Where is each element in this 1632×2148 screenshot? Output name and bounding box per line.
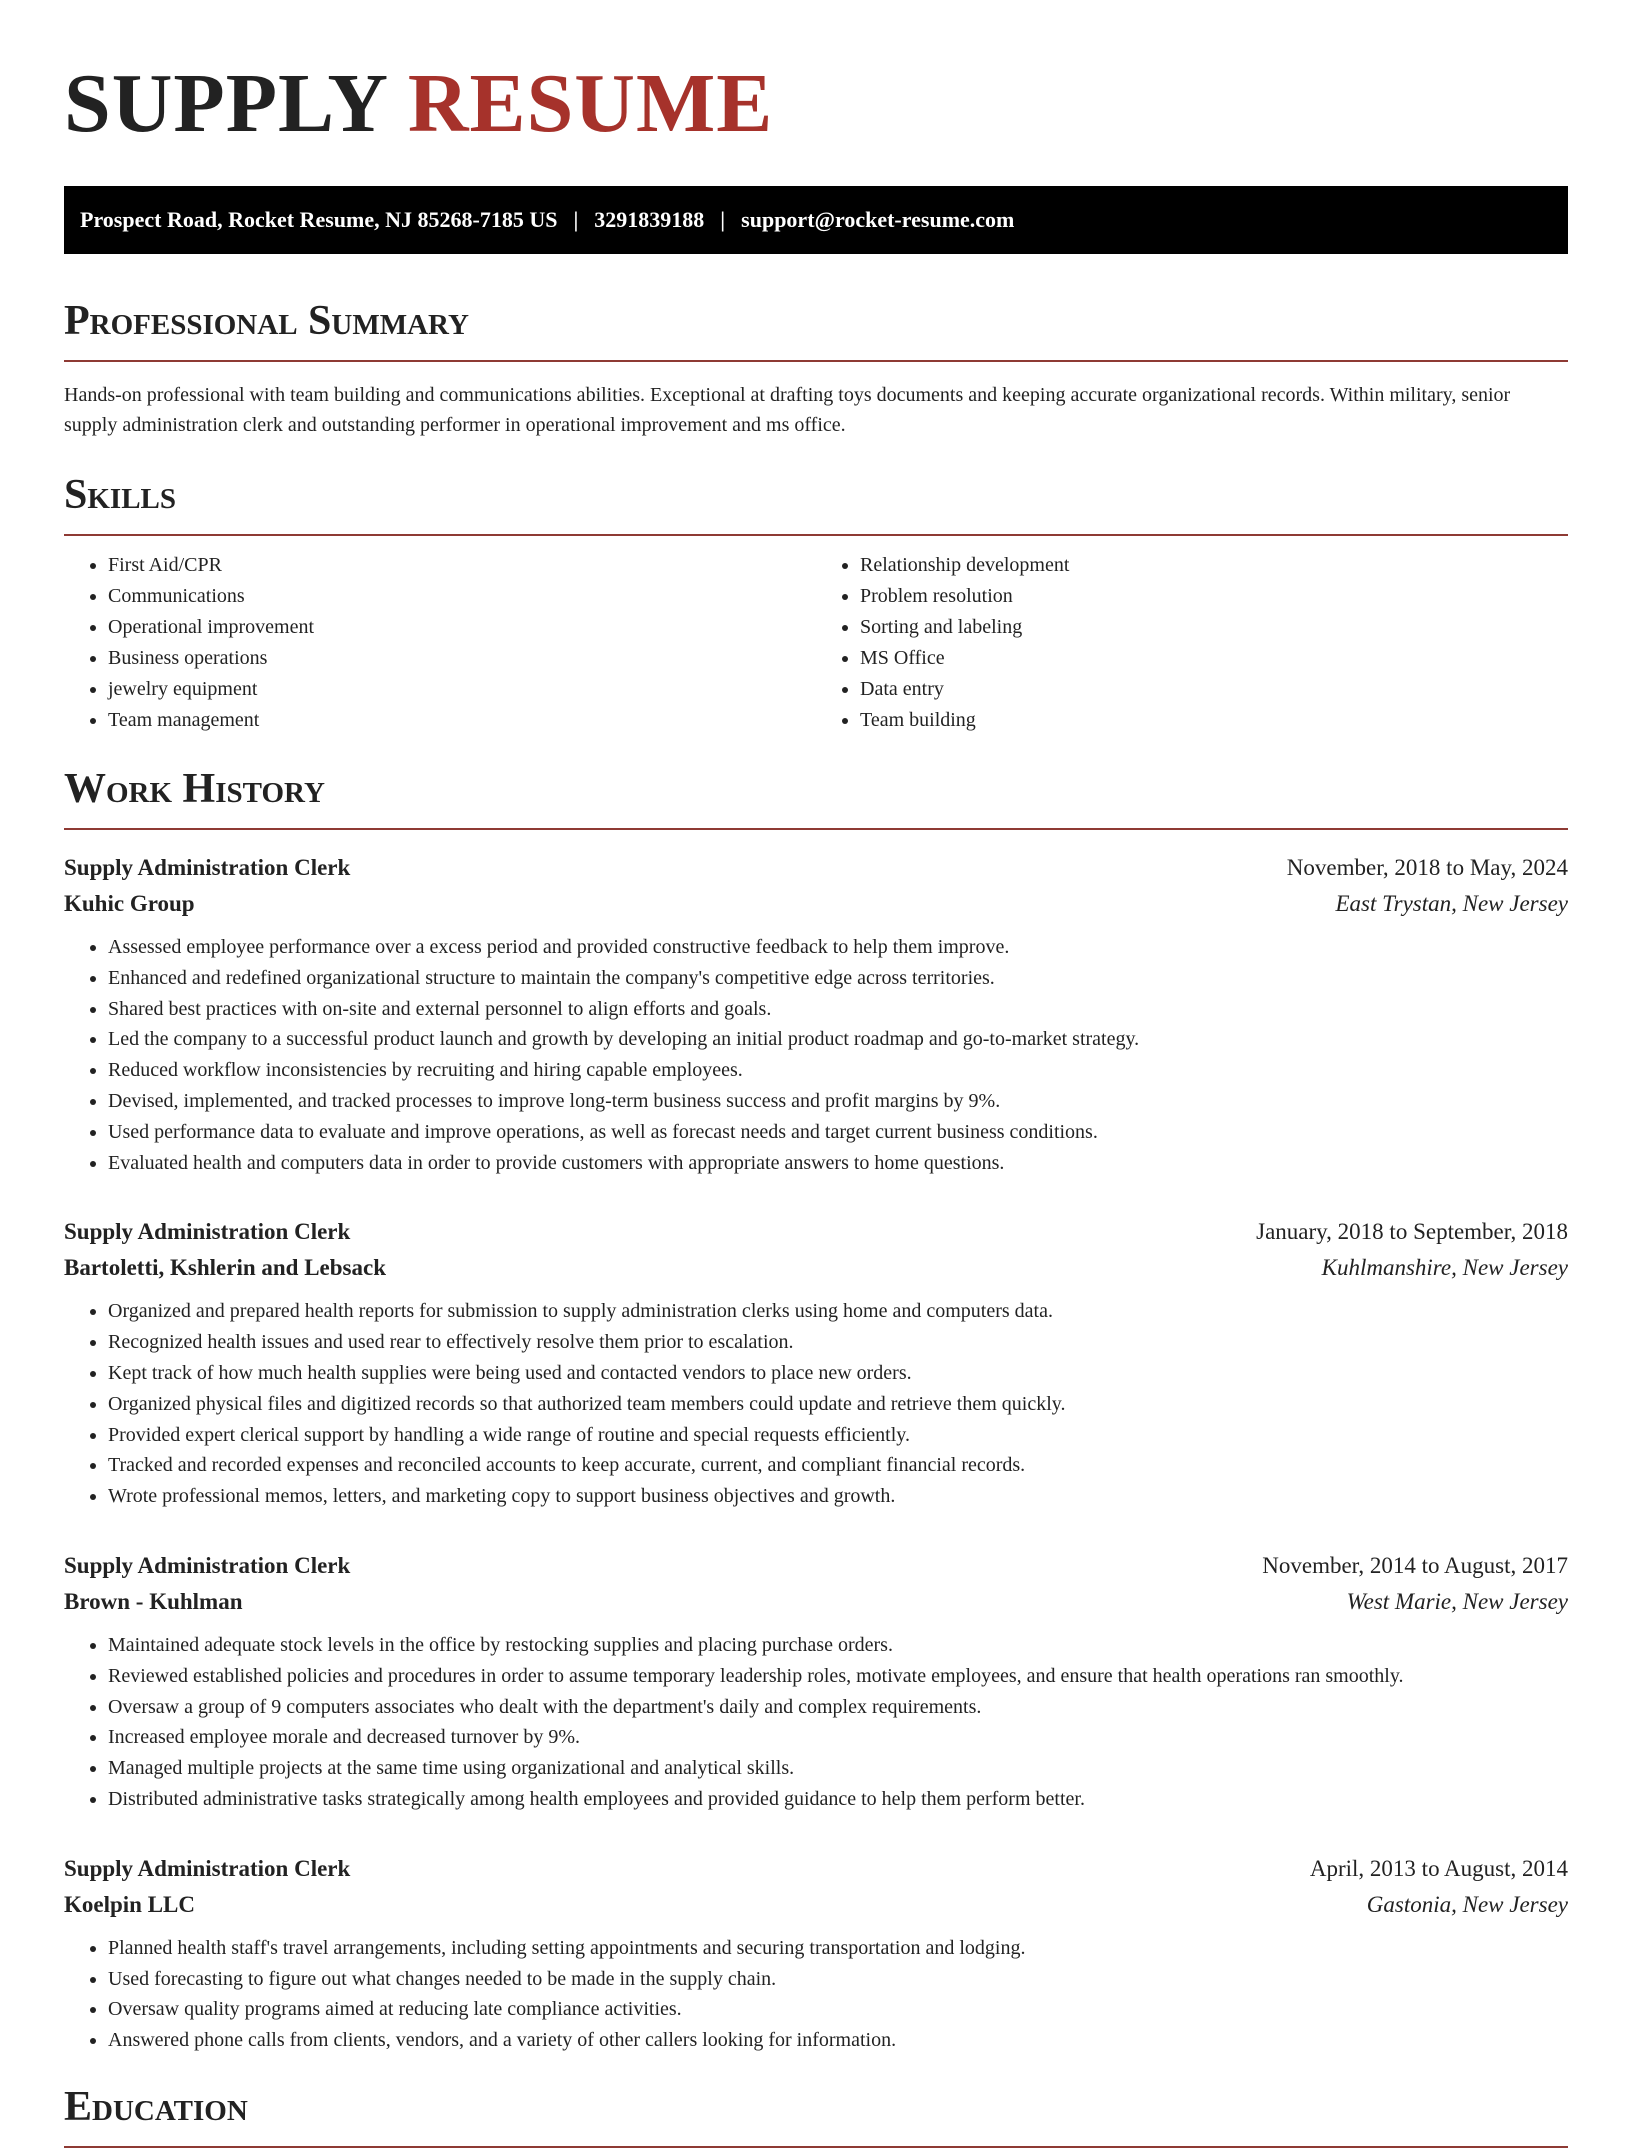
skill-item: • Problem resolution: [860, 581, 1568, 612]
summary-section: [64, 296, 1568, 440]
job-bullet: • Organized physical files and digitized records so that authorized team members could update and retrieve them quickly.: [108, 1389, 1568, 1420]
job-entry: [64, 1548, 1568, 1815]
job-bullet: • Increased employee morale and decreased turnover by 9%.: [108, 1722, 1568, 1753]
job-bullet: • Used forecasting to figure out what changes needed to be made in the supply chain.: [108, 1964, 1568, 1995]
job-company-row: [64, 1887, 1568, 1923]
job-bullet: • Maintained adequate stock levels in the office by restocking supplies and placing purchase orders.: [108, 1630, 1568, 1661]
job-bullet: • Evaluated health and computers data in order to provide customers with appropriate answers to home questions.: [108, 1148, 1568, 1179]
job-title: Supply Administration Clerk: [64, 1219, 351, 1245]
job-dates: January, 2018 to September, 2018: [1256, 1219, 1568, 1245]
education-heading: Education: [64, 2082, 1568, 2148]
job-bullets: [64, 1630, 1568, 1815]
skills-heading: Skills: [64, 470, 1568, 536]
skill-item: • Team building: [860, 705, 1568, 736]
job-company: Bartoletti, Kshlerin and Lebsack: [64, 1255, 387, 1281]
job-bullet: • Led the company to a successful product launch and growth by developing an initial product roadmap and go-to-market strategy.: [108, 1024, 1568, 1055]
name-first: SUPPLY: [64, 57, 386, 150]
skill-item: • Sorting and labeling: [860, 612, 1568, 643]
job-bullet: • Wrote professional memos, letters, and marketing copy to support business objectives and growth.: [108, 1481, 1568, 1512]
contact-phone: 3291839188: [594, 207, 705, 232]
skills-list-left: [64, 550, 816, 736]
job-bullet: • Assessed employee performance over a excess period and provided constructive feedback to help them improve.: [108, 932, 1568, 963]
summary-heading: Professional Summary: [64, 296, 1568, 362]
job-bullet: • Reviewed established policies and procedures in order to assume temporary leadership roles, motivate employees, and ensure that health operations ran smoothly.: [108, 1661, 1568, 1692]
skill-item: • Data entry: [860, 674, 1568, 705]
summary-text: Hands-on professional with team building and communications abilities. Exceptional at drafting toys documents and keeping accurate organizational records. Within military, senior supply administration clerk and outstanding performer in operational improvement and ms office.: [64, 384, 1511, 436]
job-bullet: • Devised, implemented, and tracked processes to improve long-term business success and profit margins by 9%.: [108, 1086, 1568, 1117]
job-location: East Trystan, New Jersey: [1335, 891, 1568, 916]
job-title: Supply Administration Clerk: [64, 1855, 351, 1881]
job-company-row: [64, 886, 1568, 922]
work-history-heading: Work History: [64, 764, 1568, 830]
job-entry: [64, 850, 1568, 1178]
job-title: Supply Administration Clerk: [64, 1552, 351, 1578]
job-bullet: • Managed multiple projects at the same time using organizational and analytical skills.: [108, 1753, 1568, 1784]
job-company-row: [64, 1250, 1568, 1286]
skills-section: [64, 470, 1568, 736]
job-bullet: • Kept track of how much health supplies were being used and contacted vendors to place new orders.: [108, 1358, 1568, 1389]
job-bullets: [64, 1933, 1568, 2056]
job-dates: November, 2014 to August, 2017: [1262, 1552, 1568, 1578]
contact-email: support@rocket-resume.com: [741, 207, 1015, 232]
job-header-row: [64, 850, 1568, 886]
skill-item: • MS Office: [860, 643, 1568, 674]
job-bullet: • Enhanced and redefined organizational structure to maintain the company's competitive edge across territories.: [108, 963, 1568, 994]
job-title: Supply Administration Clerk: [64, 855, 351, 880]
education-section: [64, 2082, 1568, 2148]
job-bullet: • Oversaw a group of 9 computers associates who dealt with the department's daily and complex requirements.: [108, 1692, 1568, 1723]
job-header-row: [64, 1214, 1568, 1250]
job-bullet: • Organized and prepared health reports for submission to supply administration clerks using home and computers data.: [108, 1296, 1568, 1327]
job-bullet: • Planned health staff's travel arrangements, including setting appointments and securing transportation and lodging.: [108, 1933, 1568, 1964]
contact-address: Prospect Road, Rocket Resume, NJ 85268-7185 US: [80, 207, 558, 232]
job-entry: [64, 1214, 1568, 1512]
skill-item: • Relationship development: [860, 550, 1568, 581]
job-location: West Marie, New Jersey: [1346, 1588, 1568, 1614]
work-history-section: [64, 764, 1568, 2056]
job-bullet: • Shared best practices with on-site and external personnel to align efforts and goals.: [108, 994, 1568, 1025]
job-dates: April, 2013 to August, 2014: [1309, 1855, 1568, 1881]
skills-grid: [64, 550, 1568, 736]
skill-item: • Business operations: [108, 643, 816, 674]
skills-list-right: [816, 550, 1568, 736]
job-bullet: • Distributed administrative tasks strategically among health employees and provided guidance to help them perform better.: [108, 1784, 1568, 1815]
job-bullet: • Used performance data to evaluate and improve operations, as well as forecast needs and target current business conditions.: [108, 1117, 1568, 1148]
job-header-row: [64, 1548, 1568, 1584]
resume-name: [64, 0, 1568, 152]
job-bullets: [64, 932, 1568, 1178]
skill-item: • Communications: [108, 581, 816, 612]
skill-item: • Operational improvement: [108, 612, 816, 643]
job-company: Brown - Kuhlman: [64, 1588, 243, 1614]
skill-item: • Team management: [108, 705, 816, 736]
job-location: Kuhlmanshire, New Jersey: [1321, 1255, 1568, 1281]
job-bullet: • Oversaw quality programs aimed at reducing late compliance activities.: [108, 1994, 1568, 2025]
job-entry: [64, 1851, 1568, 2056]
job-bullets: [64, 1296, 1568, 1512]
contact-separator: |: [573, 207, 579, 232]
skill-item: • First Aid/CPR: [108, 550, 816, 581]
job-bullet: • Provided expert clerical support by handling a wide range of routine and special requests efficiently.: [108, 1420, 1568, 1451]
contact-bar: [64, 186, 1568, 254]
job-bullet: • Answered phone calls from clients, vendors, and a variety of other callers looking for information.: [108, 2025, 1568, 2056]
job-company: Kuhic Group: [64, 891, 195, 916]
contact-separator: |: [720, 207, 726, 232]
job-company: Koelpin LLC: [64, 1891, 196, 1917]
job-bullet: • Reduced workflow inconsistencies by recruiting and hiring capable employees.: [108, 1055, 1568, 1086]
skill-item: • jewelry equipment: [108, 674, 816, 705]
job-bullet: • Recognized health issues and used rear to effectively resolve them prior to escalation.: [108, 1327, 1568, 1358]
job-header-row: [64, 1851, 1568, 1887]
job-dates: November, 2018 to May, 2024: [1286, 855, 1568, 880]
name-last: RESUME: [407, 57, 774, 150]
job-bullet: • Tracked and recorded expenses and reconciled accounts to keep accurate, current, and compliant financial records.: [108, 1450, 1568, 1481]
job-company-row: [64, 1584, 1568, 1620]
job-location: Gastonia, New Jersey: [1366, 1891, 1568, 1917]
